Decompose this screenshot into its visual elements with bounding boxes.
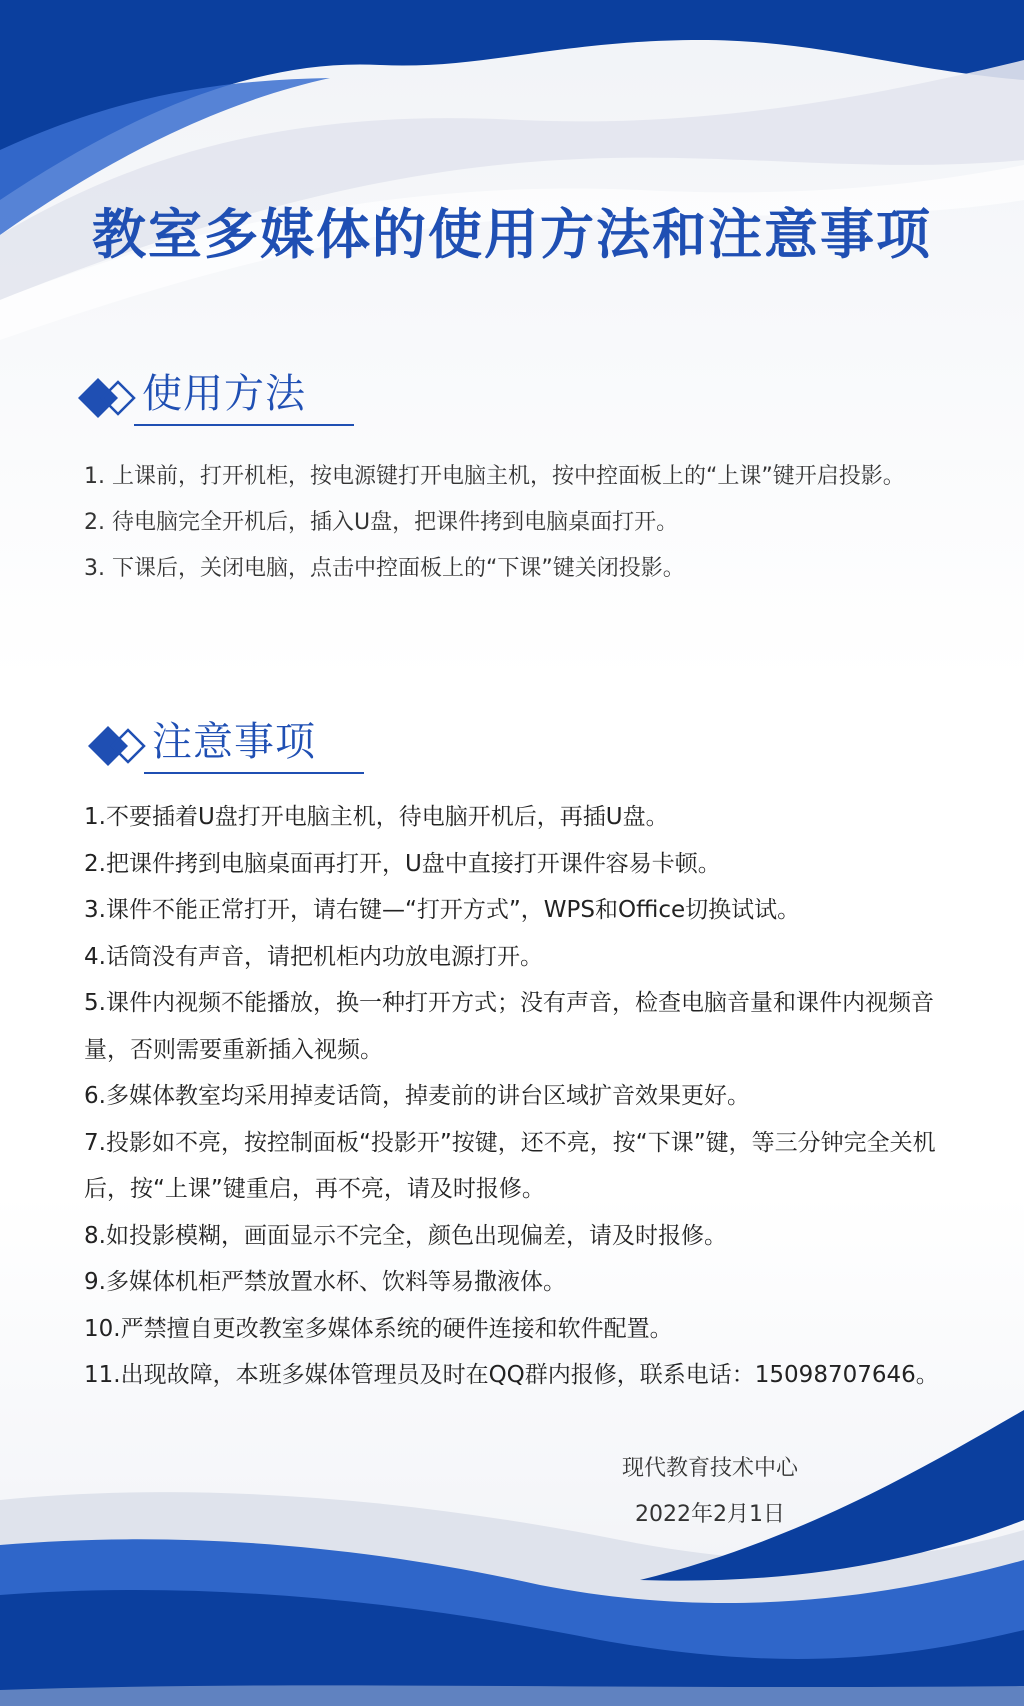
- usage-section-heading: [76, 368, 376, 428]
- signature-block: [600, 1446, 820, 1538]
- note-item: 5.课件内视频不能播放，换一种打开方式；没有声音，检查电脑音量和课件内视频音量，否则需要重新插入视频。: [84, 990, 934, 1063]
- notes-section-heading: [86, 716, 386, 776]
- usage-list: [84, 454, 944, 592]
- note-item: 7.投影如不亮，按控制面板“投影开”按键，还不亮，按“下课”键，等三分钟完全关机后，按“上课”键重启，再不亮，请及时报修。: [84, 1129, 936, 1202]
- double-diamond-icon: [86, 724, 150, 768]
- signature-org: 现代教育技术中心: [621, 1456, 798, 1481]
- note-item: 11.出现故障，本班多媒体管理员及时在QQ群内报修，联系电话：15098707646。: [84, 1362, 939, 1388]
- double-diamond-icon: [76, 376, 140, 420]
- notes-heading-underline: [144, 772, 364, 774]
- note-item: 1.不要插着U盘打开电脑主机，待电脑开机后，再插U盘。: [84, 804, 669, 830]
- note-item: 10.严禁擅自更改教室多媒体系统的硬件连接和软件配置。: [84, 1315, 673, 1342]
- signature-date: 2022年2月1日: [635, 1502, 785, 1527]
- usage-heading-label: 使用方法: [142, 371, 306, 417]
- note-item: 9.多媒体机柜严禁放置水杯、饮料等易撒液体。: [84, 1269, 566, 1295]
- usage-heading-underline: [134, 424, 354, 426]
- usage-item: 3. 下课后，关闭电脑，点击中控面板上的“下课”键关闭投影。: [84, 556, 685, 581]
- notes-list: [84, 794, 944, 1399]
- note-item: 2.把课件拷到电脑桌面再打开，U盘中直接打开课件容易卡顿。: [84, 850, 721, 877]
- page-title: 教室多媒体的使用方法和注意事项: [92, 203, 932, 266]
- bottom-wave-stripe: [0, 1685, 1024, 1706]
- notes-heading-label: 注意事项: [152, 719, 316, 765]
- note-item: 4.话筒没有声音，请把机柜内功放电源打开。: [84, 943, 543, 970]
- note-item: 3.课件不能正常打开，请右键—“打开方式”，WPS和Office切换试试。: [84, 897, 801, 923]
- usage-item: 1. 上课前，打开机柜，按电源键打开电脑主机，按中控面板上的“上课”键开启投影。: [84, 464, 905, 489]
- note-item: 8.如投影模糊，画面显示不完全，颜色出现偏差，请及时报修。: [84, 1222, 727, 1249]
- usage-item: 2. 待电脑完全开机后，插入U盘，把课件拷到电脑桌面打开。: [84, 510, 679, 535]
- note-item: 6.多媒体教室均采用掉麦话筒，掉麦前的讲台区域扩音效果更好。: [84, 1083, 750, 1109]
